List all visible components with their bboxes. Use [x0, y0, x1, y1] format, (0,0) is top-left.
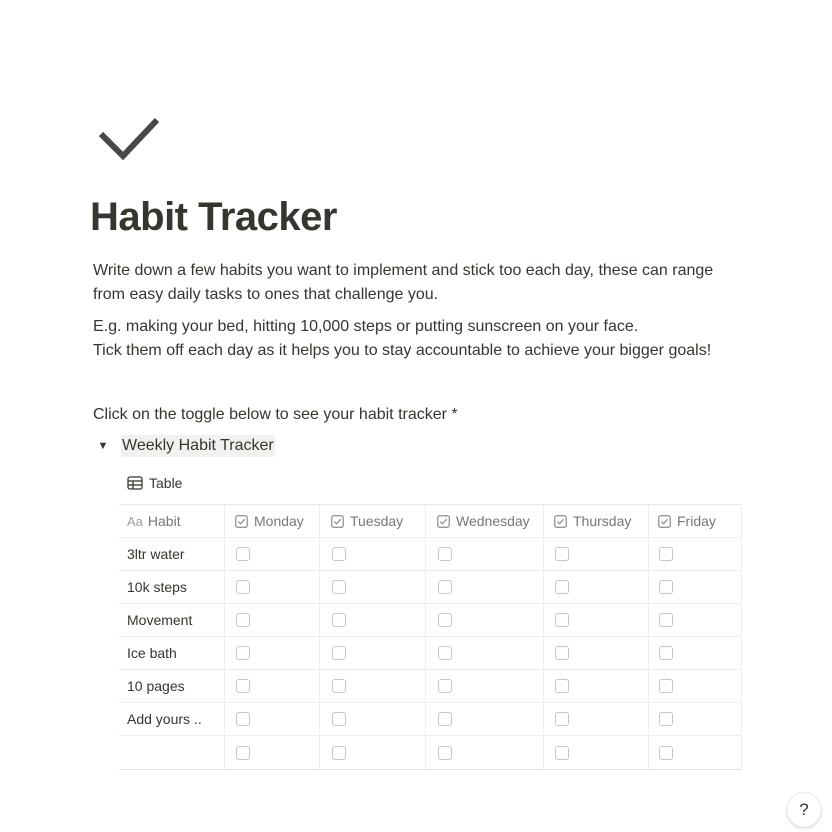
checkbox-cell[interactable] — [426, 736, 544, 769]
checkmark-icon[interactable] — [96, 112, 162, 162]
checkbox-cell[interactable] — [225, 538, 320, 570]
table-header-row — [119, 505, 742, 538]
text-property-icon: Aa — [127, 513, 143, 529]
intro-line-1: Write down a few habits you want to implement and stick too each day, these can range — [93, 262, 714, 279]
habit-name-cell[interactable] — [119, 736, 225, 769]
column-header-label: Habit — [147, 513, 181, 529]
habit-name-cell[interactable]: 10 pages — [119, 670, 225, 702]
checkbox[interactable] — [332, 613, 346, 627]
checkbox[interactable] — [236, 679, 250, 693]
checkbox[interactable] — [332, 646, 346, 660]
checkbox[interactable] — [555, 646, 569, 660]
checkbox-cell[interactable] — [544, 670, 649, 702]
weekly-habit-toggle[interactable] — [96, 434, 275, 458]
checkbox-cell[interactable] — [426, 571, 544, 603]
example-line-1: E.g. making your bed, hitting 10,000 steps or putting sunscreen on your face. — [93, 318, 639, 335]
checkbox[interactable] — [236, 580, 250, 594]
column-header-friday[interactable] — [649, 505, 742, 537]
view-tab-label: Table — [149, 475, 183, 491]
checkbox[interactable] — [438, 679, 452, 693]
checkbox[interactable] — [236, 712, 250, 726]
checkbox[interactable] — [438, 712, 452, 726]
checkbox[interactable] — [555, 746, 569, 760]
checkbox-cell[interactable] — [320, 571, 426, 603]
checkbox-cell[interactable] — [225, 670, 320, 702]
checkbox[interactable] — [659, 712, 673, 726]
checkbox[interactable] — [236, 613, 250, 627]
checkbox[interactable] — [236, 646, 250, 660]
column-header-label: Friday — [677, 513, 716, 529]
checkbox[interactable] — [555, 712, 569, 726]
habit-table — [119, 504, 742, 770]
table-row — [119, 571, 742, 604]
checkbox[interactable] — [659, 580, 673, 594]
checkbox-cell[interactable] — [225, 736, 320, 769]
intro-paragraph[interactable] — [93, 259, 743, 307]
checkbox-cell[interactable] — [544, 637, 649, 669]
intro-line-2: from easy daily tasks to ones that challenge you. — [93, 286, 439, 303]
checkbox-cell[interactable] — [544, 538, 649, 570]
checkbox-cell[interactable] — [544, 703, 649, 735]
table-row — [119, 703, 742, 736]
checkbox-cell[interactable] — [649, 703, 742, 735]
checkbox-cell[interactable] — [649, 736, 742, 769]
toggle-instruction[interactable]: Click on the toggle below to see your habit tracker * — [93, 406, 458, 423]
checkbox-cell[interactable] — [225, 637, 320, 669]
checkbox[interactable] — [438, 547, 452, 561]
checkbox-cell[interactable] — [426, 703, 544, 735]
checkbox[interactable] — [659, 646, 673, 660]
checkbox-cell[interactable] — [225, 571, 320, 603]
checkbox[interactable] — [332, 712, 346, 726]
checkbox-cell[interactable] — [426, 637, 544, 669]
checkbox-cell[interactable] — [544, 736, 649, 769]
checkbox-cell[interactable] — [649, 604, 742, 636]
table-row — [119, 538, 742, 571]
column-header-label: Wednesday — [456, 513, 530, 529]
checkbox-property-icon — [437, 515, 450, 528]
habit-name-cell[interactable]: Add yours .. — [119, 703, 225, 735]
checkbox-cell[interactable] — [649, 571, 742, 603]
checkbox[interactable] — [659, 679, 673, 693]
habit-name-cell[interactable]: 10k steps — [119, 571, 225, 603]
checkbox[interactable] — [332, 547, 346, 561]
checkbox-cell[interactable] — [320, 637, 426, 669]
toggle-label[interactable]: Weekly Habit Tracker — [121, 435, 275, 457]
checkbox-cell[interactable] — [320, 538, 426, 570]
checkbox[interactable] — [332, 679, 346, 693]
table-row — [119, 736, 742, 769]
example-paragraph[interactable] — [93, 315, 743, 363]
column-header-label: Thursday — [573, 513, 632, 529]
habit-name-cell[interactable]: Movement — [119, 604, 225, 636]
checkbox[interactable] — [555, 613, 569, 627]
column-header-label: Monday — [254, 513, 304, 529]
toggle-arrow-icon[interactable]: ▼ — [97, 440, 109, 452]
example-line-2: Tick them off each day as it helps you to stay accountable to achieve your bigger goals! — [93, 342, 712, 359]
checkbox-property-icon — [331, 515, 344, 528]
table-icon — [127, 476, 143, 490]
table-row — [119, 670, 742, 703]
checkbox[interactable] — [659, 547, 673, 561]
checkbox-cell[interactable] — [225, 703, 320, 735]
checkbox[interactable] — [555, 679, 569, 693]
checkbox-cell[interactable] — [649, 670, 742, 702]
habit-name-cell[interactable]: Ice bath — [119, 637, 225, 669]
checkbox[interactable] — [438, 580, 452, 594]
checkbox-cell[interactable] — [320, 703, 426, 735]
checkbox-property-icon — [235, 515, 248, 528]
checkbox-cell[interactable] — [426, 604, 544, 636]
checkbox-cell[interactable] — [426, 670, 544, 702]
column-header-tuesday[interactable] — [320, 505, 426, 537]
help-button[interactable]: ? — [787, 793, 821, 827]
checkbox-cell[interactable] — [544, 604, 649, 636]
column-header-habit[interactable] — [119, 505, 225, 537]
habit-name-cell[interactable]: 3ltr water — [119, 538, 225, 570]
checkbox-cell[interactable] — [649, 637, 742, 669]
checkbox-property-icon — [658, 515, 671, 528]
checkbox-cell[interactable] — [320, 736, 426, 769]
checkbox[interactable] — [236, 746, 250, 760]
column-header-wednesday[interactable] — [426, 505, 544, 537]
table-row — [119, 637, 742, 670]
checkbox-property-icon — [554, 515, 567, 528]
checkbox[interactable] — [438, 613, 452, 627]
checkbox[interactable] — [659, 613, 673, 627]
column-header-monday[interactable] — [225, 505, 320, 537]
checkbox-cell[interactable] — [544, 571, 649, 603]
checkbox-cell[interactable] — [320, 604, 426, 636]
table-row — [119, 604, 742, 637]
checkbox[interactable] — [555, 547, 569, 561]
checkbox-cell[interactable] — [426, 538, 544, 570]
checkbox[interactable] — [438, 746, 452, 760]
checkbox[interactable] — [236, 547, 250, 561]
checkbox-cell[interactable] — [225, 604, 320, 636]
column-header-thursday[interactable] — [544, 505, 649, 537]
checkbox[interactable] — [332, 746, 346, 760]
checkbox[interactable] — [659, 746, 673, 760]
checkbox[interactable] — [438, 646, 452, 660]
checkbox[interactable] — [332, 580, 346, 594]
view-tab-table[interactable] — [127, 472, 182, 494]
column-header-label: Tuesday — [350, 513, 404, 529]
checkbox-cell[interactable] — [649, 538, 742, 570]
checkbox-cell[interactable] — [320, 670, 426, 702]
page-title[interactable]: Habit Tracker — [90, 195, 337, 239]
checkbox[interactable] — [555, 580, 569, 594]
